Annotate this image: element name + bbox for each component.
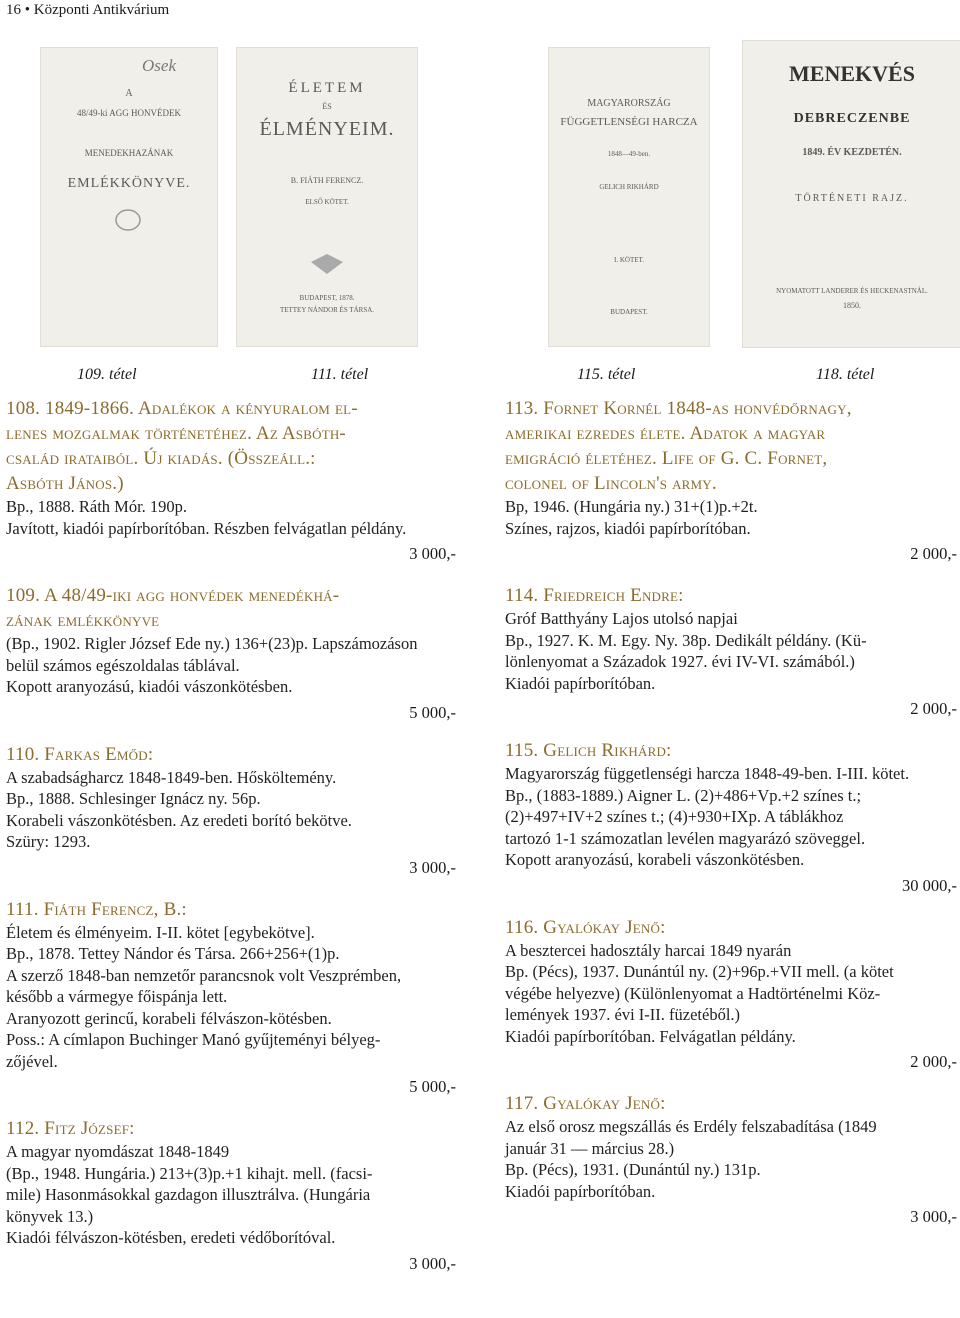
lot-line: Aranyozott gerincű, korabeli félvászon-kötésben. bbox=[6, 1008, 332, 1028]
lot-111 bbox=[6, 897, 456, 1099]
lot-line: Bp. (Pécs), 1931. (Dunántúl ny.) 131p. bbox=[505, 1160, 761, 1179]
lot-line: A magyar nyomdászat 1848-1849 bbox=[6, 1142, 230, 1161]
cover-text: 1849. ÉV KEZDETÉN. bbox=[802, 147, 902, 158]
lot-line: Poss.: A címlapon Buchinger Manó gyűjteményi bélyeg- bbox=[6, 1030, 381, 1049]
cover-text: EMLÉKKÖNYVE. bbox=[67, 176, 191, 191]
lot-line: zőjével. bbox=[6, 1051, 58, 1071]
lot-117 bbox=[505, 1091, 957, 1228]
lot-line: Bp., 1878. Tettey Nándor és Társa. 266+256+(1)p. bbox=[6, 944, 340, 963]
cover-text: 1848—49-ben. bbox=[607, 150, 651, 158]
lot-title: 117. Gyalókay Jenő: bbox=[505, 1093, 666, 1114]
cover-text: B. FIÁTH FERENCZ. bbox=[290, 176, 364, 185]
cover-text: 1850. bbox=[843, 301, 861, 310]
lot-price: 30 000,- bbox=[902, 875, 957, 895]
lot-line: Magyarország függetlenségi harcza 1848-49-ben. I-III. kötet. bbox=[505, 764, 910, 783]
lot-line: Szüry: 1293. bbox=[6, 832, 91, 851]
lot-price: 2 000,- bbox=[910, 544, 957, 563]
cover-text: ELSŐ KÖTET. bbox=[305, 198, 349, 206]
lot-title: 109. A 48/49-iki agg honvédek menedékhá- zának emlékkönyve bbox=[6, 585, 340, 631]
lot-price: 2 000,- bbox=[910, 699, 957, 718]
photo-caption: 111. tétel bbox=[311, 366, 369, 383]
cover-text: MENEKVÉS bbox=[789, 61, 915, 86]
lot-line: Életem és élményeim. I-II. kötet [egybekötve]. bbox=[6, 922, 315, 942]
lot-line: könyvek 13.) bbox=[6, 1206, 94, 1226]
lot-line: A szerző 1848-ban nemzetőr parancsnok volt Veszprémben, bbox=[6, 965, 402, 985]
cover-text: TETTEY NÁNDOR ÉS TÁRSA. bbox=[279, 306, 375, 314]
lot-112 bbox=[6, 1116, 456, 1275]
book-cover-photo-4 bbox=[742, 40, 960, 348]
lot-line: Kiadói papírborítóban. Felvágatlan példány. bbox=[505, 1026, 796, 1046]
cover-text: I. KÖTET. bbox=[614, 256, 644, 264]
lot-title: 108. 1849-1866. Adalékok a kényuralom el- lenes mozgalmak történetéhez. Az Asbóth- család irataiból. Új kiadás. (Összeáll.: Asbóth János.) bbox=[6, 398, 358, 494]
cover-text: NYOMATOTT LANDERER ÉS HECKENASTNÁL. bbox=[776, 287, 928, 295]
lot-title: 111. Fiáth Ferencz, B.: bbox=[6, 898, 187, 920]
lot-line: lönlenyomat a Századok 1927. évi IV-VI. számából.) bbox=[505, 652, 855, 671]
lot-line: Kopott aranyozású, kiadói vászonkötésben. bbox=[6, 677, 293, 696]
ornament-icon bbox=[113, 206, 143, 234]
lot-title: 116. Gyalókay Jenő: bbox=[505, 916, 666, 938]
lot-title: 112. Fitz József: bbox=[6, 1118, 135, 1139]
lot-line: (2)+497+IV+2 színes t.; (4)+930+IXp. A táblákhoz bbox=[505, 807, 844, 826]
lot-line: A besztercei hadosztály harcai 1849 nyarán bbox=[505, 940, 792, 960]
lot-line: Bp., 1888. Ráth Mór. 190p. bbox=[6, 497, 188, 516]
lot-line: január 31 — március 28.) bbox=[505, 1138, 675, 1158]
cover-text: FÜGGETLENSÉGI HARCZA bbox=[560, 116, 698, 128]
lot-price: 3 000,- bbox=[409, 1253, 456, 1273]
lot-line: Bp, 1946. (Hungária ny.) 31+(1)p.+2t. bbox=[505, 497, 758, 516]
lot-116 bbox=[505, 915, 957, 1074]
lot-109 bbox=[6, 583, 456, 724]
lot-line: tartozó 1-1 számozatlan levélen magyarázó szöveggel. bbox=[505, 828, 866, 848]
lot-line: Bp. (Pécs), 1937. Dunántúl ny. (2)+96p.+VII mell. (a kötet bbox=[505, 962, 894, 981]
photo-caption: 115. tétel bbox=[577, 366, 636, 383]
lot-line: Korabeli vászonkötésben. Az eredeti borító bekötve. bbox=[6, 810, 352, 830]
lot-line: mile) Hasonmásokkal gazdagon illusztrálva. (Hungária bbox=[6, 1185, 371, 1204]
lot-line: lemények 1937. évi I-II. füzetéből.) bbox=[505, 1005, 741, 1024]
cover-text: 48/49-ki AGG HONVÉDEK bbox=[77, 108, 181, 118]
lot-line: Bp., 1888. Schlesinger Ignácz ny. 56p. bbox=[6, 789, 261, 808]
lot-line: Kopott aranyozású, korabeli vászonkötésben. bbox=[505, 850, 805, 869]
left-column bbox=[6, 396, 456, 1293]
lot-line: Bp., (1883-1889.) Aigner L. (2)+486+Vp.+2 színes t.; bbox=[505, 785, 862, 805]
lot-line: Gróf Batthyány Lajos utolsó napjai bbox=[505, 609, 738, 628]
lot-line: Javított, kiadói papírborítóban. Részben felvágatlan példány. bbox=[6, 518, 407, 538]
cover-text: ÉLMÉNYEIM. bbox=[259, 118, 395, 140]
lot-price: 2 000,- bbox=[910, 1052, 957, 1071]
lot-title: 113. Fornet Kornél 1848-as honvédőrnagy, amerikai ezredes élete. Adatok a magyar emigráció életéhez. Life of G. C. Fornet, colonel of Lincoln's army. bbox=[505, 398, 852, 494]
lot-title: 114. Friedreich Endre: bbox=[505, 585, 684, 606]
cover-text: Osek bbox=[142, 56, 176, 75]
cover-text: MENEDEKHAZÁNAK bbox=[84, 148, 174, 158]
lot-line: Színes, rajzos, kiadói papírborítóban. bbox=[505, 518, 751, 538]
cover-text: A bbox=[125, 88, 133, 99]
book-cover-photo-3 bbox=[548, 47, 710, 347]
photo-caption: 109. tétel bbox=[77, 366, 137, 383]
book-cover-photo-1 bbox=[40, 47, 218, 347]
lot-line: Az első orosz megszállás és Erdély felszabadítása (1849 bbox=[505, 1117, 877, 1136]
lot-line: A szabadságharcz 1848-1849-ben. Hősköltemény. bbox=[6, 767, 337, 787]
cover-text: MAGYARORSZÁG bbox=[587, 98, 671, 109]
eagle-emblem-icon bbox=[309, 248, 345, 278]
lot-price: 3 000,- bbox=[910, 1207, 957, 1226]
cover-text: GELICH RIKHÁRD bbox=[599, 183, 659, 191]
lot-title: 110. Farkas Emőd: bbox=[6, 743, 154, 765]
lot-line: belül számos egészoldalas táblával. bbox=[6, 655, 240, 675]
lot-line: (Bp., 1948. Hungária.) 213+(3)p.+1 kihajt. mell. (facsi- bbox=[6, 1163, 373, 1183]
lot-price: 5 000,- bbox=[409, 702, 456, 722]
book-cover-photo-2 bbox=[236, 47, 418, 347]
photo-caption: 118. tétel bbox=[816, 366, 875, 383]
right-column bbox=[505, 396, 957, 1246]
lot-line: végébe helyezve) (Különlenyomat a Hadtörténelmi Köz- bbox=[505, 983, 881, 1003]
lot-113 bbox=[505, 396, 957, 565]
lot-title: 115. Gelich Rikhárd: bbox=[505, 740, 672, 761]
lot-line: (Bp., 1902. Rigler József Ede ny.) 136+(23)p. Lapszámozáson bbox=[6, 634, 418, 653]
page-header: 16 • Központi Antikvárium bbox=[6, 2, 170, 18]
cover-text: TÖRTÉNETI RAJZ. bbox=[795, 193, 909, 204]
lot-line: Kiadói papírborítóban. bbox=[505, 1181, 656, 1201]
lot-price: 3 000,- bbox=[409, 857, 456, 877]
lot-price: 3 000,- bbox=[409, 544, 456, 563]
lot-price: 5 000,- bbox=[409, 1077, 456, 1096]
lot-114 bbox=[505, 583, 957, 720]
lot-110 bbox=[6, 742, 456, 879]
lot-115 bbox=[505, 738, 957, 897]
lot-108 bbox=[6, 396, 456, 565]
cover-text: ÉS bbox=[322, 102, 332, 111]
lot-line: Kiadói papírborítóban. bbox=[505, 673, 656, 693]
cover-text: ÉLETEM bbox=[288, 80, 366, 96]
lot-line: Kiadói félvászon-kötésben, eredeti védőborítóval. bbox=[6, 1228, 336, 1247]
lot-line: Bp., 1927. K. M. Egy. Ny. 38p. Dedikált példány. (Kü- bbox=[505, 630, 867, 650]
lot-line: később a vármegye főispánja lett. bbox=[6, 987, 228, 1006]
cover-text: DEBRECZENBE bbox=[793, 111, 911, 126]
cover-text: BUDAPEST. bbox=[610, 308, 648, 316]
cover-text: BUDAPEST, 1878. bbox=[299, 294, 355, 302]
